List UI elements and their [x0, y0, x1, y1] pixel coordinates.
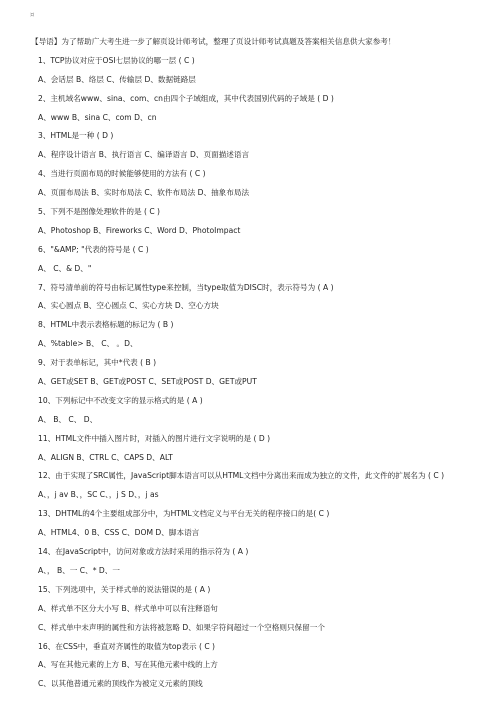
document-body [0, 33, 504, 694]
question-line: 15、下列选项中，关于样式单的说法错误的是 ( A ) [38, 584, 211, 594]
question-line: 6、"&AMP; "代表的符号是 ( C ) [38, 244, 149, 254]
question-line: 8、HTML中表示表格标题的标记为 ( B ) [38, 320, 174, 330]
question-line: 10、下列标记中不改变文字的显示格式的是 ( A ) [38, 395, 203, 405]
answer-options-line: A、会话层 B、络层 C、传输层 D、数据链路层 [38, 74, 196, 84]
question-line: 4、当进行页面布局的时候能够使用的方法有 ( C ) [38, 169, 206, 179]
answer-options-line: A、 C、& D、" [38, 263, 92, 273]
answer-options-line: A、HTML4、0 B、CSS C、DOM D、脚本语言 [38, 528, 200, 538]
answer-options-line: A、ALIGN B、CTRL C、CAPS D、ALT [38, 452, 173, 462]
question-line: 16、在CSS中，垂直对齐属性的取值为top表示 ( C ) [38, 641, 216, 651]
question-line: 12、由于实现了SRC属性，JavaScript脚本语言可以从HTML文档中分离出来而成为独立的文件，此文件的扩展名为 ( C ) [38, 471, 445, 481]
question-line: 9、对于表单标记，其中*代表 ( B ) [38, 358, 157, 368]
answer-options-line: A、页面布局法 B、实时布局法 C、软件布局法 D、抽象布局法 [38, 188, 250, 198]
answer-options-line: A、 B、 C、 D、 [38, 414, 98, 424]
answer-options-line: A、www B、sina C、com D、cn [38, 112, 157, 122]
question-line: 2、主机域名www、sina、com、cn由四个子域组成，其中代表国别代码的子域是 ( D ) [38, 93, 334, 103]
question-line: 13、DHTML的4个主要组成部分中，为HTML文档定义与平台无关的程序接口的是( C ) [38, 509, 330, 519]
intro-paragraph: 【导语】为了帮助广大考生进一步了解页设计师考试，整理了页设计师考试真题及答案相关信息供大家参考！ [31, 37, 396, 46]
answer-options-line: A、，j av B、，SC C、，j S D、，j as [38, 490, 159, 500]
answer-options-line: A、样式单不区分大小写 B、样式单中可以有注释语句 [38, 603, 218, 613]
answer-options-line: A、， B、一 C、* D、一 [38, 565, 120, 575]
question-line: 14、在JavaScript中，访问对象或方法时采用的指示符为 ( A ) [38, 547, 249, 557]
answer-options-line: A、%table> B、 C、 。D、 [38, 339, 138, 349]
question-line: 7、符号清单前的符号由标记属性type来控制，当type取值为DISC时，表示符号为 ( A ) [38, 282, 334, 292]
decorative-marker: ¤ [30, 11, 35, 19]
answer-options-line: C、以其他普通元素的顶线作为被定义元素的顶线 [38, 679, 203, 689]
answer-options-line: A、Photoshop B、Fireworks C、Word D、PhotoImpact [38, 225, 241, 235]
question-line: 11、HTML文件中插入图片时，对插入的图片进行文字说明的是 ( D ) [38, 433, 271, 443]
answer-options-line: C、样式单中未声明的属性和方法将被忽略 D、如果字符间超过一个空格则只保留一个 [38, 622, 325, 632]
question-line: 1、TCP协议对应于OSI七层协议的哪一层 ( C ) [38, 55, 195, 65]
question-line: 3、HTML是一种 ( D ) [38, 131, 114, 141]
answer-options-line: A、写在其他元素的上方 B、写在其他元素中线的上方 [38, 660, 218, 670]
answer-options-line: A、GET或SET B、GET或POST C、SET或POST D、GET或PUT [38, 377, 257, 387]
question-line: 5、下列不是图像处理软件的是 ( C ) [38, 207, 161, 217]
answer-options-line: A、程序设计语言 B、执行语言 C、编译语言 D、页面描述语言 [38, 150, 250, 160]
answer-options-line: A、实心圆点 B、空心圆点 C、实心方块 D、空心方块 [38, 301, 219, 311]
